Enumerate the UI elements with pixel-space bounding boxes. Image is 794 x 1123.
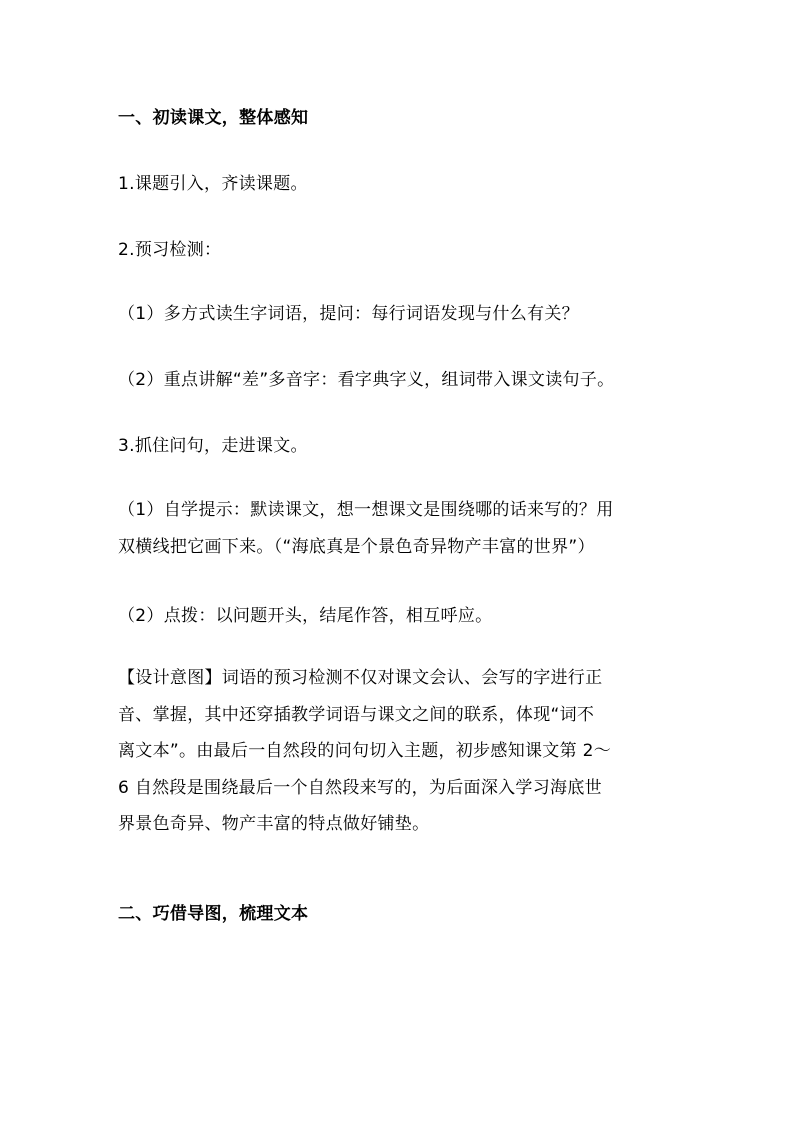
item-3-sub-1 <box>118 492 688 565</box>
item-2: 2.预习检测： <box>118 240 222 260</box>
item-2-sub-2: （2）重点讲解“差”多音字：看字典字义，组词带入课文读句子。 <box>118 370 615 390</box>
item-1: 1.课题引入，齐读课题。 <box>118 174 308 194</box>
section-heading-2: 二、巧借导图，梳理文本 <box>118 904 309 924</box>
item-3-sub-1-line: 双横线把它画下来。（“海底真是个景色奇异物产丰富的世界”） <box>118 536 595 557</box>
design-intent-line: 界景色奇异、物产丰富的特点做好铺垫。 <box>118 814 430 834</box>
item-3: 3.抓住问句，走进课文。 <box>118 436 308 456</box>
design-intent-line: 音、掌握，其中还穿插教学词语与课文之间的联系，体现“词不 <box>118 704 595 725</box>
item-2-sub-1: （1）多方式读生字词语，提问：每行词语发现与什么有关？ <box>118 304 579 324</box>
design-intent-paragraph <box>118 660 688 843</box>
design-intent-line: 6 自然段是围绕最后一个自然段来写的，为后面深入学习海底世 <box>118 777 602 798</box>
design-intent-line: 离文本”。由最后一自然段的问句切入主题，初步感知课文第 2～ <box>118 741 612 761</box>
design-intent-line: 【设计意图】词语的预习检测不仅对课文会认、会写的字进行正 <box>118 668 603 688</box>
section-heading-1: 一、初读课文，整体感知 <box>118 108 309 128</box>
item-3-sub-2: （2）点拨：以问题开头，结尾作答，相互呼应。 <box>118 606 493 626</box>
item-3-sub-1-line: （1）自学提示：默读课文，想一想课文是围绕哪的话来写的？用 <box>118 500 614 520</box>
